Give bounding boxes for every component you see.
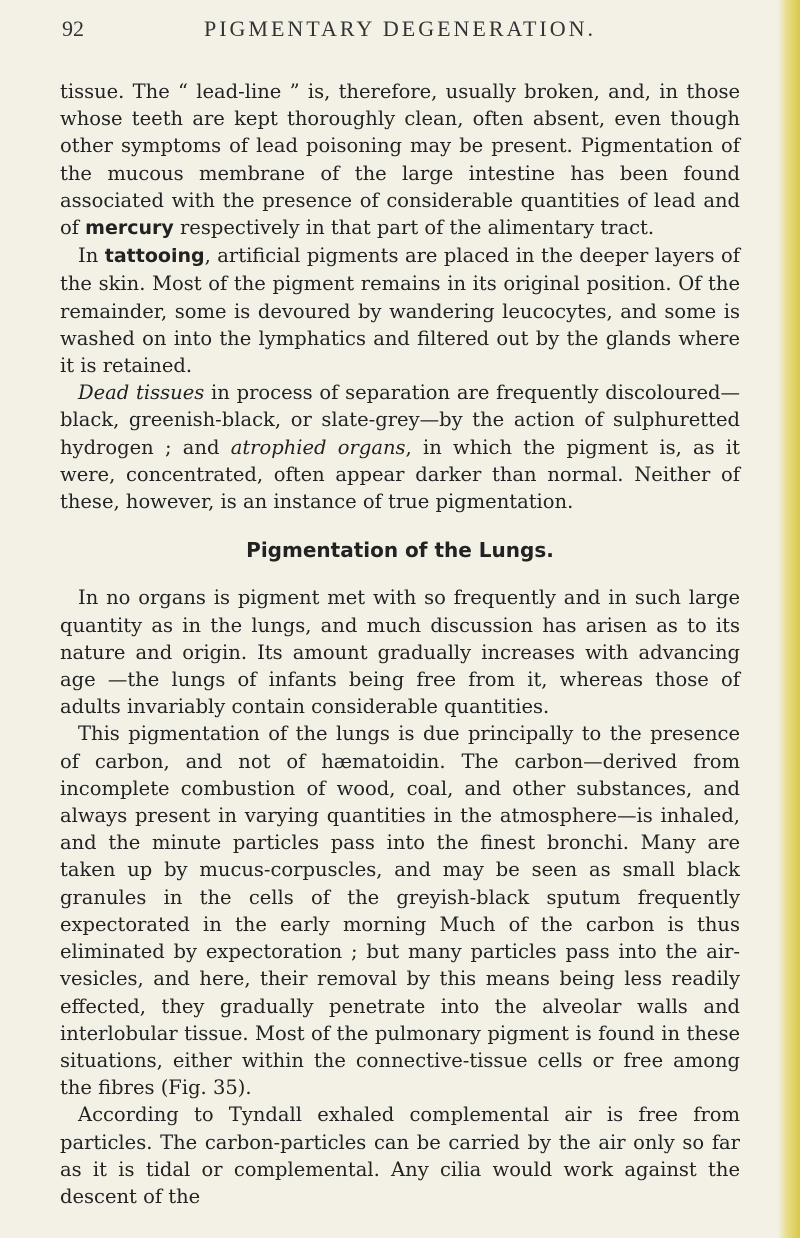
text-span: in process of separation are frequently discoloured— black, greenish-black, or slate-grey—by the action of sulphuretted hydrogen ; and (60, 381, 740, 459)
page-number: 92 (62, 16, 84, 41)
paragraph-tattooing (60, 242, 740, 379)
running-head: PIGMENTARY DEGENERATION. (203, 16, 597, 41)
page-body (60, 78, 740, 1210)
emphasis-tattooing: tattooing (104, 245, 205, 268)
text-span: respectively in that part of the alimentary tract. (173, 216, 655, 240)
page-header (60, 14, 740, 48)
text-span: In (78, 244, 105, 268)
paragraph-carbon: This pigmentation of the lungs is due principally to the presence of carbon, and not of hæmatoidin. The carbon—derived from incomplete combustion of wood, coal, and other substances, and always present in varying quantities in the atmosphere—is inhaled, and the minute particles pass into the finest bronchi. Many are taken up by mucus-corpuscles, and may be seen as small black granules in the cells of the greyish-black sputum frequently expectorated in the early morning Much of the carbon is thus eliminated by expectoration ; but many particles pass into the air-vesicles, and here, their removal by this means being less readily effected, they gradually penetrate into the alveolar walls and interlobular tissue. Most of the pulmonary pigment is found in these situations, either within the connective-tissue cells or free among the fibres (Fig. 35). (60, 722, 740, 1100)
paragraph-tyndall: According to Tyndall exhaled complemental air is free from particles. The carbon-particles can be carried by the air only so far as it is tidal or complemental. Any cilia would work against the descent of the (60, 1103, 740, 1208)
page-edge (778, 0, 800, 1238)
emphasis-mercury: mercury (85, 217, 174, 240)
emphasis-dead-tissues: Dead tissues (78, 381, 205, 405)
paragraph-lungs-intro: In no organs is pigment met with so frequently and in such large quantity as in the lungs, and much discussion has arisen as to its nature and origin. Its amount gradually increases with advancing age —the lungs of infants being free from it, whereas those of adults invariably contain considerable quantities. (60, 586, 740, 719)
paragraph-lead-line (60, 78, 740, 242)
section-heading: Pigmentation of the Lungs. (246, 538, 554, 563)
text-span: tissue. The “ lead-line ” is, therefore, usually broken, and, in those whose teeth are kept thoroughly clean, often absent, even though other symptoms of lead poisoning may be present. Pigmentation of the mucous membrane of the large intestine has been found associated with the presence of considerable quantities of lead and of (60, 80, 740, 240)
paragraph-dead-tissues (60, 379, 740, 515)
text-span: , artificial pigments are placed in the deeper layers of the skin. Most of the pigment remains in its original position. Of the remainder, some is devoured by wandering leucocytes, and some is washed on into the lymphatics and filtered out by the glands where it is retained. (60, 244, 740, 378)
emphasis-atrophied-organs: atrophied organs (230, 435, 406, 459)
text-span: , in which the pigment is, as it were, concentrated, often appear darker than normal. Neither of these, however, is an instance of true pigmentation. (60, 435, 741, 514)
